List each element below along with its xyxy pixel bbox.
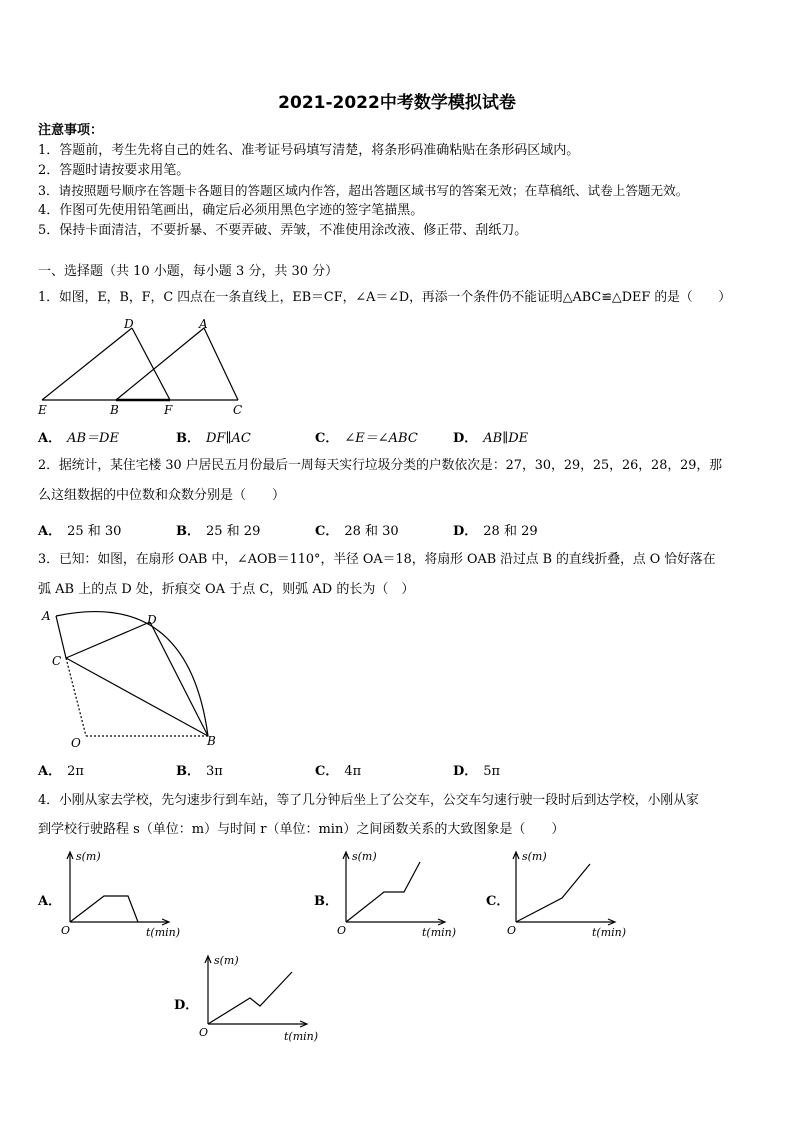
q4d-curve xyxy=(208,972,292,1024)
q2-option-d[interactable]: D． 28 和 29 xyxy=(453,524,538,539)
q2-option-a[interactable]: A． 25 和 30 xyxy=(38,524,122,539)
q3-figure xyxy=(38,606,228,752)
q3-label-c: C xyxy=(52,654,62,668)
notice-item-2: 2．答题时请按要求用笔。 xyxy=(38,163,190,178)
q4-graph-b xyxy=(334,846,474,942)
q4a-origin: O xyxy=(61,924,71,937)
q1-line-ac xyxy=(204,328,238,400)
q1-option-b[interactable]: B． DF∥AC xyxy=(176,431,251,446)
q1-label-c: C xyxy=(233,403,243,416)
notice-item-5: 5．保持卡面清洁，不要折暴、不要弄破、弄皱，不准使用涂改液、修正带、刮纸刀。 xyxy=(38,223,528,238)
q4-graph-a xyxy=(58,846,198,942)
q1-option-d[interactable]: D． AB∥DE xyxy=(453,431,529,446)
q3-option-d[interactable]: D． 5π xyxy=(453,764,501,779)
q3-line-db xyxy=(150,622,208,736)
q4a-ylabel: s(m) xyxy=(76,850,101,863)
q3-label-a: A xyxy=(42,609,51,623)
q1-label-b: B xyxy=(110,403,119,416)
q1-option-c[interactable]: C． ∠E＝∠ABC xyxy=(315,431,418,446)
q4c-curve xyxy=(516,864,590,922)
q3-line-ac xyxy=(56,616,66,658)
q3-option-b[interactable]: B． 3π xyxy=(176,764,223,779)
q1-figure xyxy=(36,314,248,416)
q4-stem-line2: 到学校行驶路程 s（单位：m）与时间 r（单位：min）之间函数关系的大致图象是（ ） xyxy=(38,822,565,837)
q3-line-cd xyxy=(66,622,150,658)
q1-label-e: E xyxy=(38,403,47,416)
q4-option-a-letter[interactable]: A． xyxy=(38,894,62,909)
q1-label-a: A xyxy=(199,317,208,331)
q1-line-df xyxy=(132,328,170,400)
q4a-xlabel: t(min) xyxy=(146,926,181,939)
q2-option-b[interactable]: B． 25 和 29 xyxy=(176,524,261,539)
q4c-xlabel: t(min) xyxy=(592,926,627,939)
q3-label-d: D xyxy=(147,613,157,627)
q1-label-f: F xyxy=(164,403,173,416)
q4-option-b-letter[interactable]: B． xyxy=(314,894,338,909)
q3-line-cb xyxy=(66,658,208,736)
q1-stem: 1．如图，E，B，F，C 四点在一条直线上，EB＝CF，∠A＝∠D，再添一个条件仍不能证明△ABC≌△DEF 的是（ ） xyxy=(38,290,732,305)
q2-option-c[interactable]: C． 28 和 30 xyxy=(315,524,399,539)
q4-option-c-letter[interactable]: C． xyxy=(486,894,510,909)
q4b-xlabel: t(min) xyxy=(422,926,457,939)
q4b-curve xyxy=(346,862,420,922)
q4a-curve xyxy=(70,896,138,922)
q4d-ylabel: s(m) xyxy=(214,954,239,967)
q4c-ylabel: s(m) xyxy=(522,850,547,863)
notice-item-3: 3．请按照题号顺序在答题卡各题目的答题区域内作答，超出答题区域书写的答案无效；在草稿纸、试卷上答题无效。 xyxy=(38,183,689,198)
q3-option-c[interactable]: C． 4π xyxy=(315,764,362,779)
q4-graph-d xyxy=(196,950,336,1046)
q2-stem-line2: 么这组数据的中位数和众数分别是（ ） xyxy=(38,488,286,503)
q4-option-d-letter[interactable]: D． xyxy=(174,998,199,1013)
q3-label-b: B xyxy=(207,734,216,748)
notice-item-1: 1．答题前，考生先将自己的姓名、准考证号码填写清楚，将条形码准确粘贴在条形码区域内。 xyxy=(38,143,580,158)
q3-stem-line1: 3．已知：如图，在扇形 OAB 中，∠AOB＝110°，半径 OA＝18，将扇形 OAB 沿过点 B 的直线折叠，点 O 恰好落在 xyxy=(38,552,716,567)
section-heading: 一、选择题（共 10 小题，每小题 3 分，共 30 分） xyxy=(38,264,339,279)
q4d-origin: O xyxy=(199,1026,209,1039)
q4-stem-line1: 4．小刚从家去学校，先匀速步行到车站，等了几分钟后坐上了公交车，公交车匀速行驶一段时后到达学校，小刚从家 xyxy=(38,793,699,808)
q1-line-ed xyxy=(42,328,132,400)
q4c-origin: O xyxy=(507,924,517,937)
q2-stem-line1: 2．据统计，某住宅楼 30 户居民五月份最后一周每天实行垃圾分类的户数依次是：27，30，29，25，26，28，29，那 xyxy=(38,458,723,473)
notice-heading: 注意事项： xyxy=(38,123,104,138)
q1-label-d: D xyxy=(124,317,134,331)
q1-option-a[interactable]: A． AB＝DE xyxy=(38,431,119,446)
page-title: 2021-2022中考数学模拟试卷 xyxy=(278,93,516,113)
q4-graph-c xyxy=(504,846,644,942)
notice-item-4: 4．作图可先使用铅笔画出，确定后必须用黑色字迹的签字笔描黑。 xyxy=(38,203,424,218)
q1-line-ba xyxy=(116,328,204,400)
q3-option-a[interactable]: A． 2π xyxy=(38,764,84,779)
q3-stem-line2: 弧 AB 上的点 D 处，折痕交 OA 于点 C，则弧 AD 的长为（ ） xyxy=(38,582,415,597)
q4d-xlabel: t(min) xyxy=(284,1030,319,1043)
q3-label-o: O xyxy=(71,736,81,750)
q4b-origin: O xyxy=(337,924,347,937)
q3-line-co xyxy=(66,658,86,736)
q4b-ylabel: s(m) xyxy=(352,850,377,863)
